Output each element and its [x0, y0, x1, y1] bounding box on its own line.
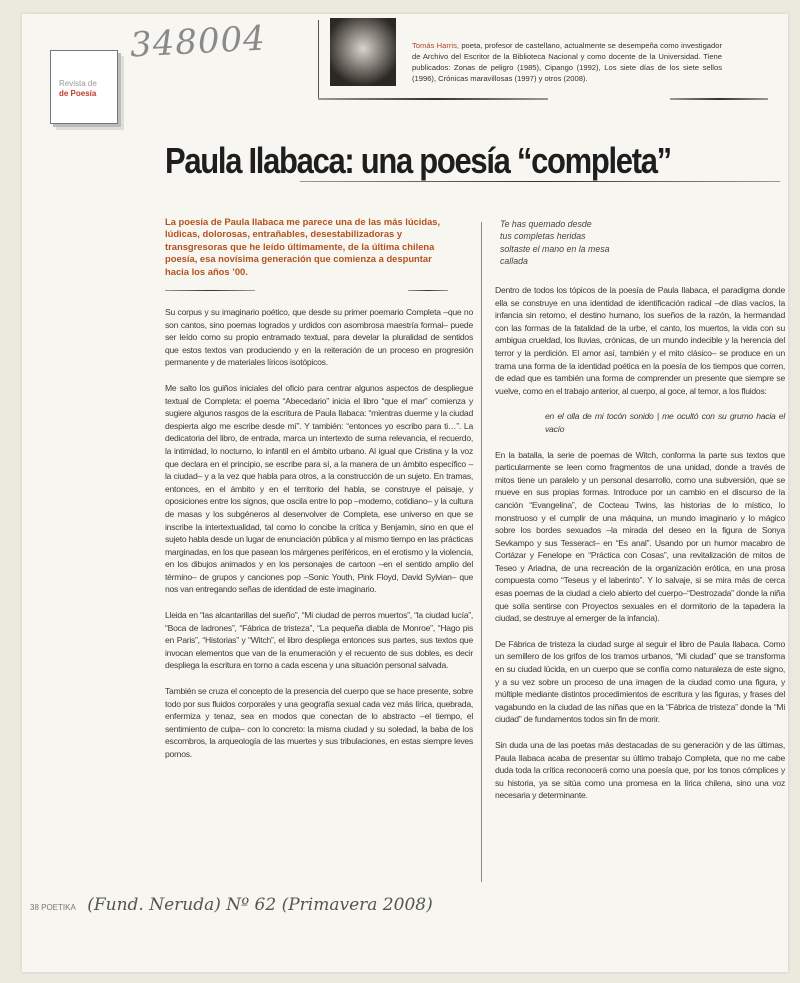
logo-line1: Revista de	[59, 79, 97, 88]
paragraph: Me salto los guiños iniciales del oficio para centrar algunos aspectos de despliegue textual de Completa: el poema “Abecedario” inicia el libro “que el mar” comienza y sugiere algunos rasgos de la escritura de Paula Ilabaca: “mientras duerme y la ciudad despierta algo me escribe desde mí”. Y también: “entonces yo escribo para ti…”. La dedicatoria del libro, de entrada, marca un intertexto de suma relevancia, el recuerdo, la intimidad, lo nocturno, lo infantil en el ámbito urbano. Al igual que Cristina y la voz que declara en el principio, se escribe para sí, a la manera de un ámbito específico –la ciudad– y a la vez que habla para otros, a la construcción de un sujeto. En tramas, entonces, en el ámbito y en el territorio del habla, se construye el paisaje, y oposiciones entre los signos, que oscila entre lo pop –moderno, cotidiano– y la cultura de masas y los subgéneros al desenvolver de Completa, ese universo en que se inscribe la intertextualidad, tal como lo concibe la crítica y Benjamin, sino en que el sujeto habla desde un lugar de enunciación pública y al mismo tiempo en las prácticas marginadas, en los que pasean los márgenes periféricos, en el erotismo y la violencia, en los dibujos animados y en los personajes de cartoon –en el sentido amplio del término– de grupos y canciones pop –Sonic Youth, Pink Floyd, David Sylvian– que nos van entregando señas de identidad de este imaginario.	[165, 382, 473, 595]
title-underline	[300, 181, 780, 182]
magazine-logo	[50, 50, 118, 124]
paragraph: También se cruza el concepto de la presencia del cuerpo que se hace presente, sobre todo por sus fluidos corporales y una geografía sexual cada vez más lírica, quebrada, enfermiza y tenaz, sea en modos que conectan de lo abstracto –el tiempo, el sentimiento de culpa– con lo concreto: la misma ciudad y su soledad, la baba de los escombros, la arqueología de las muertes y sus tribulaciones, en estas siempre leves pornos.	[165, 686, 473, 759]
divider	[408, 290, 448, 291]
lead-paragraph: La poesía de Paula Ilabaca me parece una de las más lúcidas, lúdicas, dolorosas, entrañables, desestabilizadoras y transgresoras que he leído últimamente, de la última chilena poesía, esa novísima generación que comienza a despuntar hacia los años ’00.	[165, 216, 441, 277]
divider	[318, 20, 319, 98]
paragraph: Lleida en “las alcantarillas del sueño”, “Mi ciudad de perros muertos”, “la ciudad lucía”, “Boca de ladrones”, “Fábrica de tristeza”, “La pequeña diabla de Monroe”, “Hago pis en Paris”, “Historias” y “Witch”, el libro despliega entonces sus partes, sus textos que invocan elementos que van de la enumeración y el recuento de sus dobles, es decir despliega la escritura en torno a cada escena y una situación personal salvada.	[165, 610, 473, 671]
divider	[670, 98, 768, 100]
footer	[30, 895, 433, 915]
poem-line: tus completas heridas	[500, 231, 586, 242]
right-column	[495, 284, 785, 815]
divider	[165, 290, 255, 291]
page-number: 38 POETIKA	[30, 903, 76, 912]
divider	[318, 98, 548, 100]
author-name: Tomás Harris,	[412, 41, 460, 50]
paragraph: Dentro de todos los tópicos de la poesía de Paula Ilabaca, el paradigma donde ella se construye en una identidad de identificación radical –de días vacíos, la infancia sin retorno, el destino humano, los sueños de la razón, la hermandad con las formas de la fatalidad de la urbe, el canto, los muertos, la vida con su ambigua crueldad, los lluvias, crónicas, de un mundo indecible y la herencia del terror y la perdición. El amor así, también y el mito clásico– se produce en un trama una forma de la identidad poética en la poesía de los tiempos que corren, de edad que es también una forma de comprender un presente que siempre se vuelve, como en el trabajo anterior, al cuerpo, al goce, al temor, a los fluidos:	[495, 285, 785, 396]
paragraph: Sin duda una de las poetas más destacadas de su generación y de las últimas, Paula Ilabaca acaba de presentar su último trabajo Completa, que no me cabe duda toda la crítica reconocerá como una poesía que, por los tonos cómplices y su historia, ya se sitúa como una promesa en la lírica chilena, sino una voz necesaria y determinante.	[495, 740, 785, 801]
paragraph: En la batalla, la serie de poemas de Witch, conforma la parte sus textos que particularmente se leen como fragmentos de una unidad, donde a través de mitos tiene un paralelo y un personal desarrollo, como una subversión, que se mueve en sus propias formas. Introduce por un cambio en el discurso de la canción “Evangelina”, de Cocteau Twins, las historias de lo místico, lo monstruoso y el cumplir de una máquina, un mundo imaginario y lo mágico sobre los bordes sexuados –la mirada del deseo en la figura de Sonya Sevkampo y sus Tesseract– en “Es anal”. Usando por un humor macabro de Cortázar y Fenelope en “Práctica con Cosas”, una revitalización de mitos de Teseo y Ariadna, de una recreación de la organización erótica, en una prosa compuesta como “Teseus y el laberinto”. Y lo salvaje, si se mira más de cerca esas poemas de la ciudad a cielo abierto del cuerpo–“Destrozada” donde la niña que solía sentirse con Proyectos sexuales en el dormitorio de la tapadera la ciudad, se destruye al emerger de la infancia).	[495, 449, 785, 624]
paragraph: De Fábrica de tristeza la ciudad surge al seguir el libro de Paula Ilabaca. Como un semillero de los grifos de los tramos urbanos, “Mi ciudad” que se transforma en su ciudad lúcida, en un cuerpo que se confía como naturaleza de este signo, y a su vez sobre un proceso de una imagen de la ciudad como una figura, y múltiple mediante distintos procedimientos de escritura y las figuras, y frases del vagabundo en la ciudad de las niñas que en la “Fábrica de tristeza” donde la “Mi ciudad” de fundamentos todos sin fin de morir.	[495, 638, 785, 725]
poem-line: Te has quemado desde	[500, 219, 592, 229]
poem-line: soltaste el mano en la mesa	[500, 243, 610, 254]
column-divider	[481, 222, 482, 882]
author-bio-text: poeta, profesor de castellano, actualmente se desempeña como investigador de Archivo del Escritor de la Biblioteca Nacional y como docente de la Universidad. Tiene publicados: Zonas de peligro (1985), Cipango (1992), Los siete días de los siete sellos (1996), Crónicas maravillosas (1997) y otros (2008).	[412, 41, 722, 83]
archive-number: 348004	[129, 18, 267, 66]
epigraph-poem	[500, 218, 610, 267]
author-bio	[412, 40, 722, 84]
logo-line2: de Poesía	[59, 89, 97, 98]
left-column	[165, 306, 473, 774]
quoted-verse: en el olla de mi tocón sonido | me ocultó con su grumo hacia el vacío	[545, 411, 785, 434]
author-photo	[330, 18, 396, 86]
poem-line: callada	[500, 255, 528, 266]
article-title: Paula Ilabaca: una poesía “completa”	[165, 140, 671, 181]
paragraph: Su corpus y su imaginario poético, que desde su primer poemario Completa –que no son cantos, sino poemas logrados y urdidos con asombrosa maestría formal– puede ser leído como su propio entramado textual, para develar la pluralidad de sentidos que estos textos van produciendo y en la reiteración de un proceso en progresión permanente y de materiales líricos isotópicos.	[165, 307, 473, 368]
handwritten-source-note: (Fund. Neruda) Nº 62 (Primavera 2008)	[87, 895, 433, 915]
